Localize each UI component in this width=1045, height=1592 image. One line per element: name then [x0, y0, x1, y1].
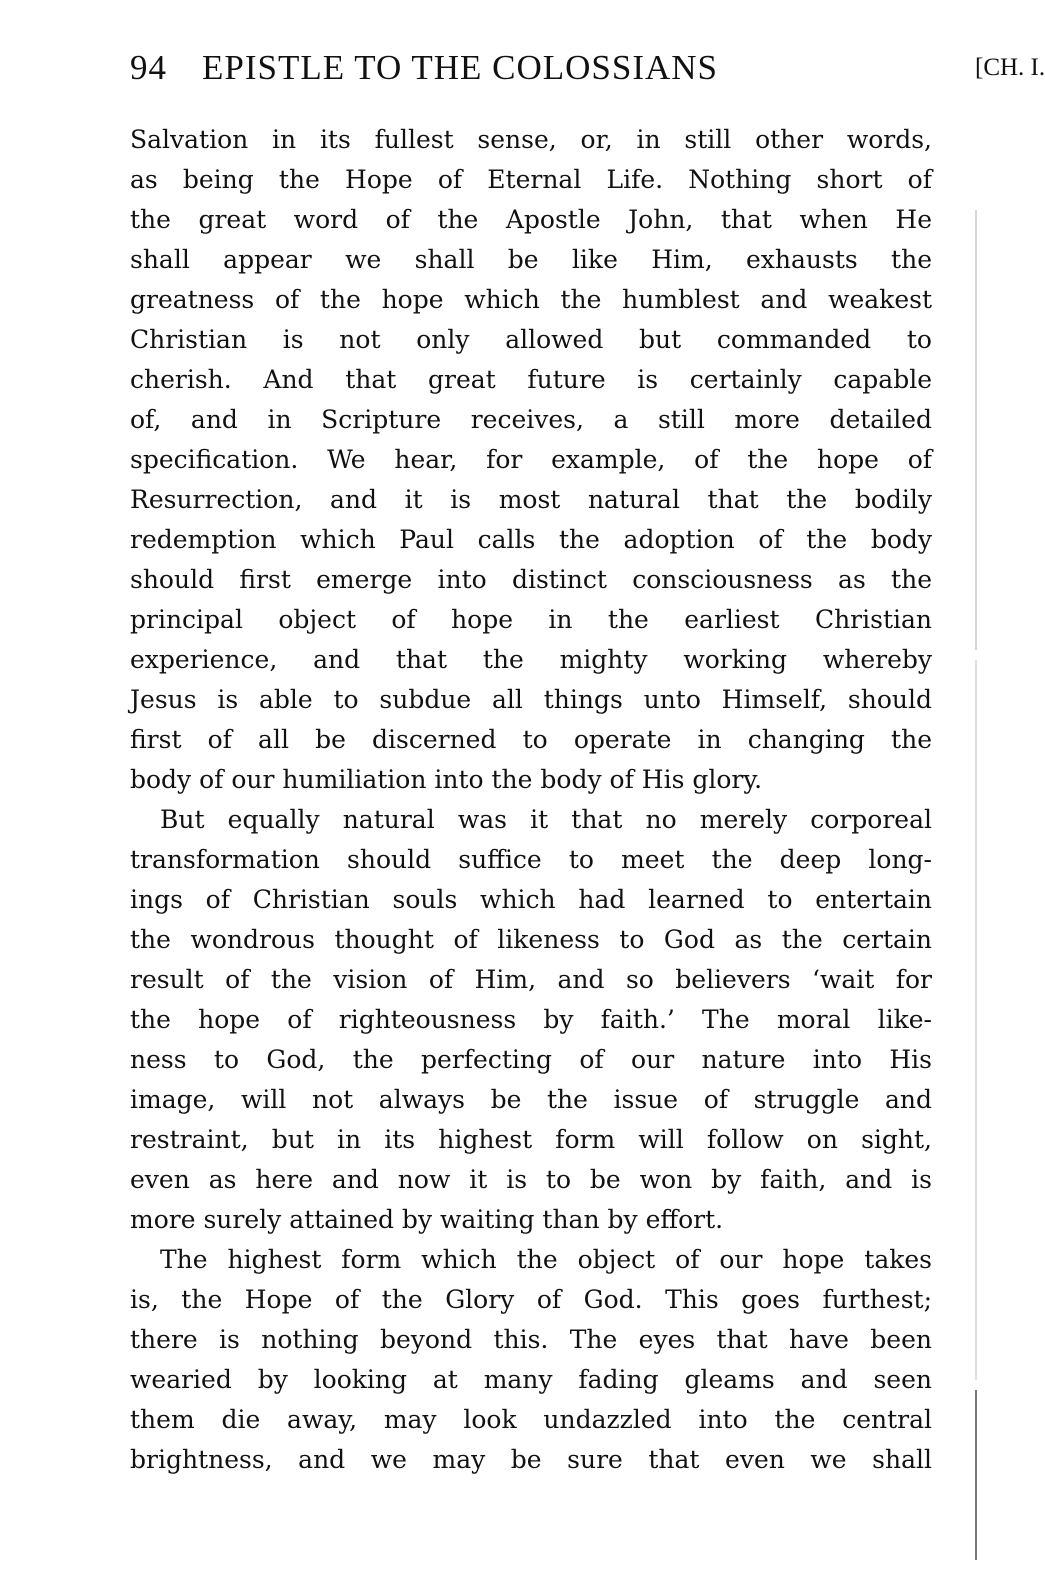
- text-line: transformation should suffice to meet the deep long-: [130, 845, 932, 874]
- text-line: the great word of the Apostle John, that when He: [130, 205, 932, 234]
- text-line: cherish. And that great future is certainly capable: [130, 365, 932, 394]
- text-line: more surely attained by waiting than by effort.: [130, 1205, 724, 1234]
- text-line: greatness of the hope which the humblest and weakest: [130, 285, 932, 314]
- text-line: brightness, and we may be sure that even we shall: [130, 1445, 932, 1474]
- page-number: 94: [130, 48, 167, 87]
- scan-edge-shadow: [975, 660, 977, 1380]
- body-text: [130, 120, 932, 1480]
- text-line: Resurrection, and it is most natural that the bodily: [130, 485, 932, 514]
- text-line: even as here and now it is to be won by faith, and is: [130, 1165, 932, 1194]
- text-line: first of all be discerned to operate in changing the: [130, 725, 932, 754]
- text-line: as being the Hope of Eternal Life. Nothing short of: [130, 165, 932, 194]
- page-header: [130, 48, 1045, 98]
- text-line: the hope of righteousness by faith.’ The moral like-: [130, 1005, 932, 1034]
- text-line: Jesus is able to subdue all things unto Himself, should: [130, 685, 932, 714]
- text-line: experience, and that the mighty working whereby: [130, 645, 932, 674]
- text-line: is, the Hope of the Glory of God. This goes furthest;: [130, 1285, 932, 1314]
- text-line: restraint, but in its highest form will follow on sight,: [130, 1125, 932, 1154]
- text-line: ings of Christian souls which had learned to entertain: [130, 885, 932, 914]
- text-line: But equally natural was it that no merely corporeal: [160, 805, 932, 834]
- text-line: image, will not always be the issue of struggle and: [130, 1085, 932, 1114]
- scan-edge-shadow: [975, 1390, 977, 1560]
- text-line: redemption which Paul calls the adoption of the body: [130, 525, 932, 554]
- text-line: there is nothing beyond this. The eyes that have been: [130, 1325, 932, 1354]
- text-line: Salvation in its fullest sense, or, in still other words,: [130, 125, 932, 154]
- paragraph-1: [130, 120, 932, 800]
- text-line: body of our humiliation into the body of His glory.: [130, 765, 763, 794]
- text-line: them die away, may look undazzled into the central: [130, 1405, 932, 1434]
- text-line: ness to God, the perfecting of our nature into His: [130, 1045, 932, 1074]
- text-line: principal object of hope in the earliest Christian: [130, 605, 932, 634]
- text-line: result of the vision of Him, and so believers ‘wait for: [130, 965, 932, 994]
- scan-edge-shadow: [975, 210, 977, 650]
- paragraph-3: [130, 1240, 932, 1480]
- text-line: The highest form which the object of our hope takes: [160, 1245, 932, 1274]
- text-line: should first emerge into distinct consciousness as the: [130, 565, 932, 594]
- text-line: of, and in Scripture receives, a still more detailed: [130, 405, 932, 434]
- chapter-marker: [CH. I.: [975, 54, 1045, 81]
- text-line: Christian is not only allowed but commanded to: [130, 325, 932, 354]
- text-line: specification. We hear, for example, of the hope of: [130, 445, 932, 474]
- text-line: shall appear we shall be like Him, exhausts the: [130, 245, 932, 274]
- text-line: the wondrous thought of likeness to God as the certain: [130, 925, 932, 954]
- paragraph-2: [130, 800, 932, 1240]
- text-line: wearied by looking at many fading gleams and seen: [130, 1365, 932, 1394]
- running-title: EPISTLE TO THE COLOSSIANS: [202, 48, 719, 87]
